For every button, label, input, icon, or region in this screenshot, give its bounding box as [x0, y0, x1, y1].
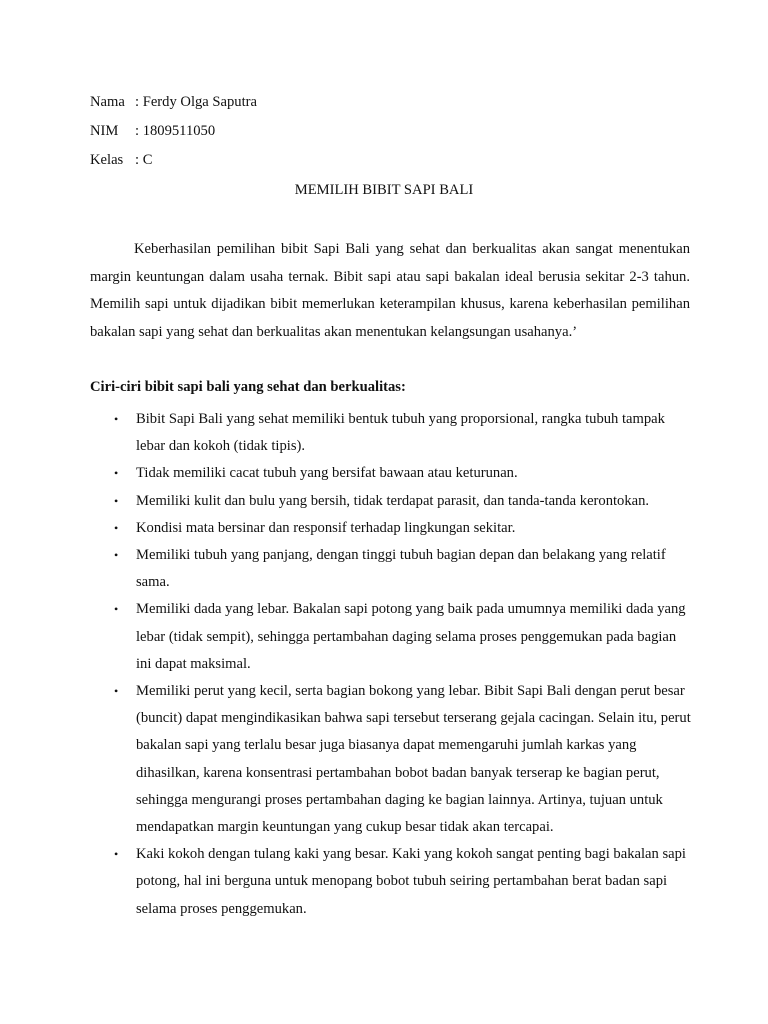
- list-item: [90, 542, 692, 596]
- list-item-text: Memiliki perut yang kecil, serta bagian bokong yang lebar. Bibit Sapi Bali dengan perut besar (buncit) dapat mengindikasikan bahwa sapi tersebut terserang gejala cacingan. Selain itu, perut bakalan sapi yang terlalu besar juga biasanya dapat memengaruhi jumlah karkas yang dihasilkan, karena konsentrasi pertambahan bobot badan banyak terserap ke bagian perut, sehingga mengurangi proses pertambahan daging ke bagian lainnya. Artinya, tujuan untuk mendapatkan margin keuntungan yang cukup besar tidak akan tercapai.: [136, 683, 691, 836]
- identity-nim-row: [90, 121, 215, 141]
- list-item: [90, 841, 692, 923]
- list-item-text: Kaki kokoh dengan tulang kaki yang besar. Kaki yang kokoh sangat penting bagi bakalan sapi potong, hal ini berguna untuk menopang bobot tubuh seiring pertambahan berat badan sapi selama proses penggemukan.: [136, 846, 686, 917]
- list-item: [90, 678, 692, 841]
- list-item-text: Kondisi mata bersinar dan responsif terhadap lingkungan sekitar.: [136, 519, 516, 536]
- intro-paragraph: Keberhasilan pemilihan bibit Sapi Bali yang sehat dan berkualitas akan sangat menentukan margin keuntungan dalam usaha ternak. Bibit sapi atau sapi bakalan ideal berusia sekitar 2-3 tahun. Memilih sapi untuk dijadikan bibit memerlukan keterampilan khusus, karena keberhasilan pemilihan bakalan sapi yang sehat dan berkualitas akan menentukan kelangsungan usahanya.’: [90, 241, 690, 340]
- list-item: [90, 515, 692, 542]
- list-item: [90, 460, 692, 487]
- document-title: MEMILIH BIBIT SAPI BALI: [294, 182, 474, 198]
- identity-class-row: [90, 150, 152, 170]
- list-item: [90, 488, 692, 515]
- nim-label: NIM: [90, 123, 119, 139]
- identity-name-row: [90, 92, 257, 112]
- list-item-text: Memiliki tubuh yang panjang, dengan tinggi tubuh bagian depan dan belakang yang relatif sama.: [136, 547, 666, 591]
- bullet-icon: •: [114, 548, 119, 563]
- list-item-text: Tidak memiliki cacat tubuh yang bersifat bawaan atau keturunan.: [136, 465, 518, 482]
- list-item-text: Memiliki dada yang lebar. Bakalan sapi potong yang baik pada umumnya memiliki dada yang lebar (tidak sempit), sehingga pertambahan daging selama proses penggemukan pada bagian ini dapat maksimal.: [136, 601, 686, 672]
- document-title-row: [0, 180, 768, 200]
- class-value: : C: [135, 152, 153, 168]
- list-item-text: Bibit Sapi Bali yang sehat memiliki bentuk tubuh yang proporsional, rangka tubuh tampak lebar dan kokoh (tidak tipis).: [136, 411, 665, 455]
- class-label: Kelas: [90, 152, 124, 168]
- bullet-icon: •: [114, 466, 119, 481]
- bullet-icon: •: [114, 847, 119, 862]
- list-item-text: Memiliki kulit dan bulu yang bersih, tidak terdapat parasit, dan tanda-tanda kerontokan.: [136, 492, 650, 509]
- list-item: [90, 406, 692, 460]
- name-value: : Ferdy Olga Saputra: [135, 94, 257, 110]
- list-item: [90, 596, 692, 678]
- bullet-icon: •: [114, 684, 119, 699]
- name-label: Nama: [90, 94, 125, 110]
- nim-value: : 1809511050: [135, 123, 216, 139]
- bullet-icon: •: [114, 493, 119, 508]
- bullet-icon: •: [114, 602, 119, 617]
- bullet-icon: •: [114, 520, 119, 535]
- section-heading: Ciri-ciri bibit sapi bali yang sehat dan berkualitas:: [90, 379, 406, 395]
- bullet-icon: •: [114, 412, 119, 426]
- criteria-list: [90, 406, 692, 923]
